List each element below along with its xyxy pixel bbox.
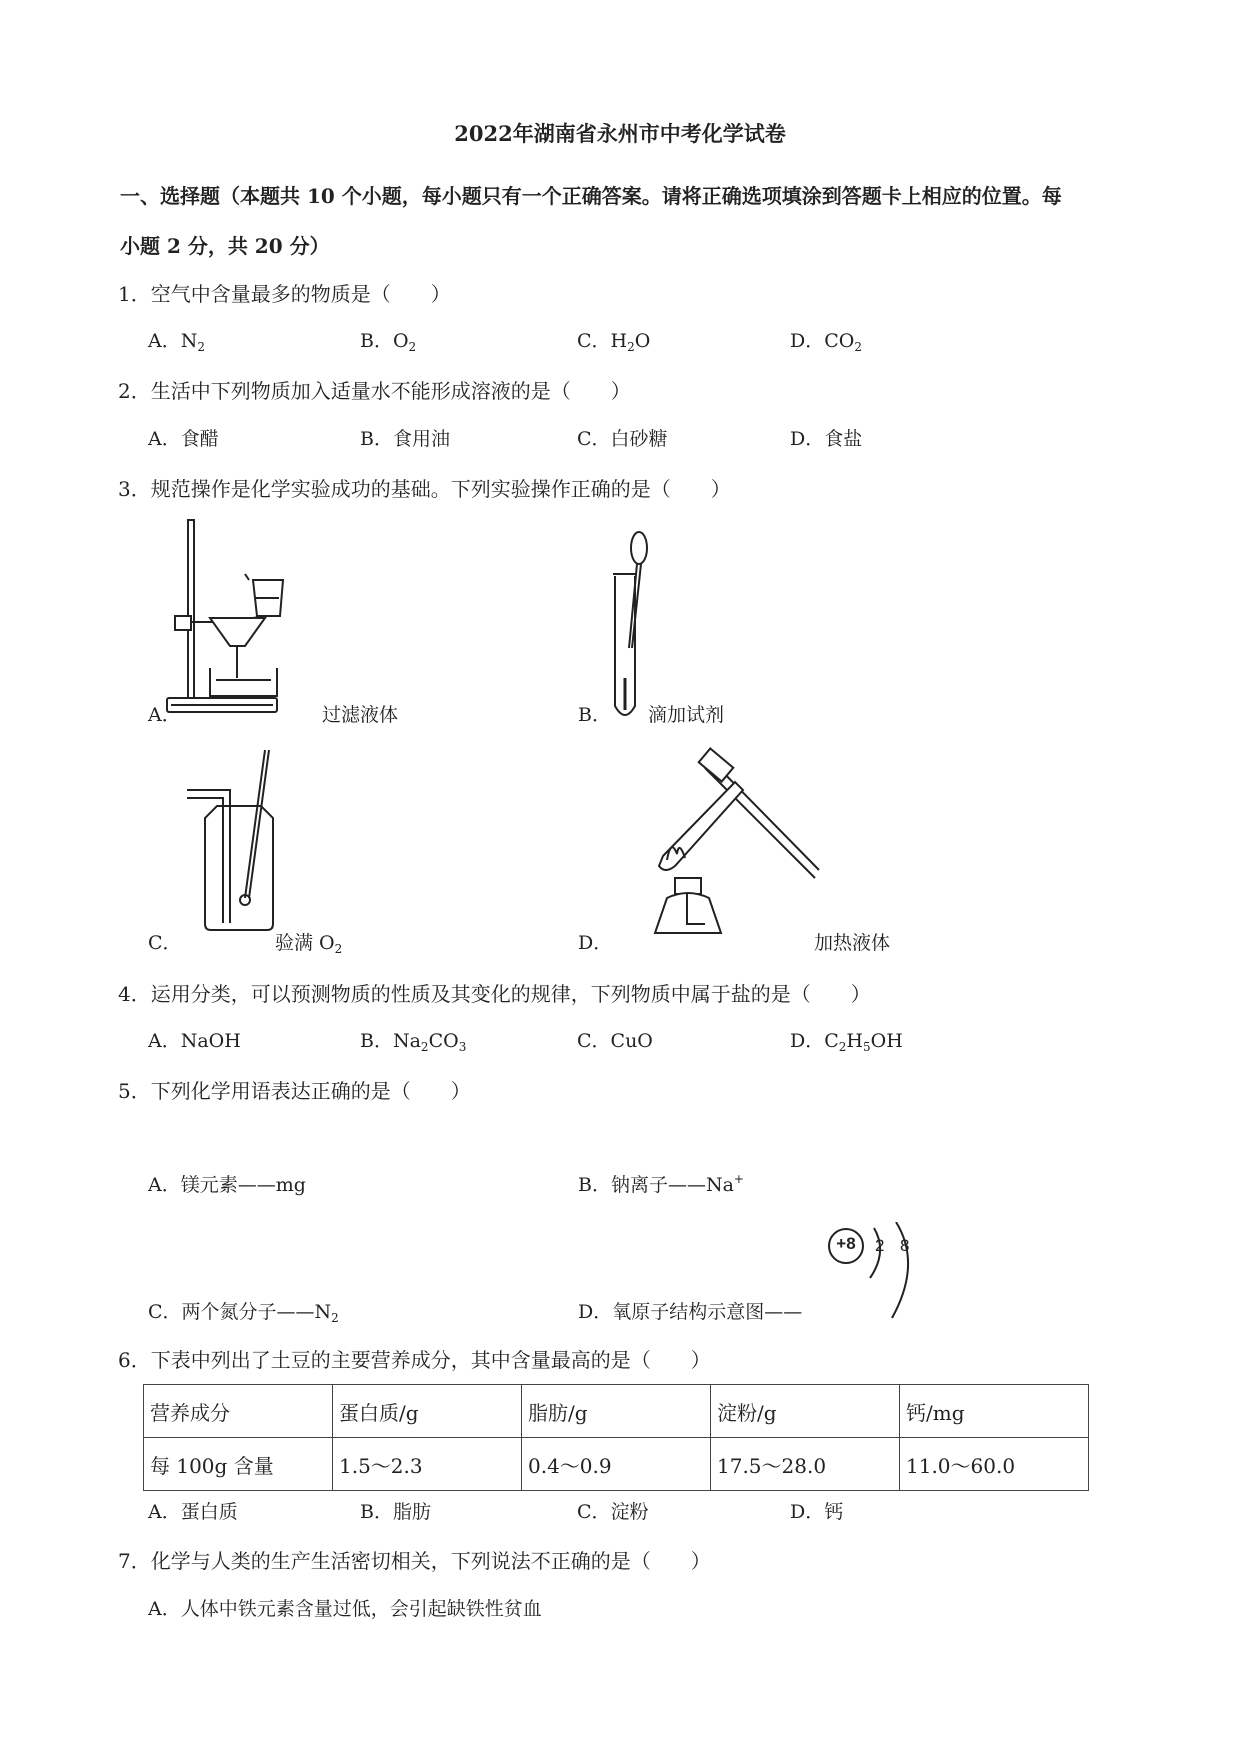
table-row: [144, 1438, 1089, 1491]
nutrition-table: [143, 1384, 1089, 1491]
question-5-option-c: C．两个氮分子$——N_2$: [148, 1301, 339, 1325]
heating-liquid-image: [605, 748, 820, 943]
question-1-stem: 1．空气中含量最多的物质是（ ）: [118, 282, 451, 306]
table-header-row: [144, 1385, 1089, 1438]
question-3-option-c-caption: 验满 $O_2$: [275, 932, 343, 956]
question-3-option-b-caption: 滴加试剂: [648, 704, 725, 726]
oxygen-atom-diagram: [826, 1222, 921, 1322]
page-title: 2022年湖南省永州市中考化学试卷: [454, 121, 786, 146]
question-7-stem: 7．化学与人类的生产生活密切相关，下列说法不正确的是（ ）: [118, 1549, 711, 1573]
filtration-apparatus-image: [165, 518, 310, 718]
question-6-option-b: B．脂肪: [360, 1501, 431, 1523]
question-3-stem: 3．规范操作是化学实验成功的基础。下列实验操作正确的是（ ）: [118, 477, 731, 501]
question-6-option-c: C．淀粉: [577, 1501, 649, 1523]
table-cell: 11.0～60.0: [900, 1438, 1089, 1491]
question-4-stem: 4．运用分类，可以预测物质的性质及其变化的规律，下列物质中属于盐的是（ ）: [118, 982, 871, 1006]
question-5-option-a: A．镁元素——mg: [148, 1174, 306, 1196]
table-header-cell: 钙/mg: [900, 1385, 1089, 1438]
question-5-option-d: D．氧原子结构示意图——: [578, 1301, 803, 1323]
question-2-option-d: D．食盐: [790, 428, 863, 450]
question-2-option-c: C．白砂糖: [577, 428, 668, 450]
question-3-option-a-letter: A．: [148, 704, 181, 726]
table-cell: 每 100g 含量: [144, 1438, 333, 1491]
section-header-line2: 小题 2 分，共 20 分）: [120, 234, 330, 258]
table-cell: 1.5～2.3: [333, 1438, 522, 1491]
question-2-option-a: A．食醋: [148, 428, 219, 450]
question-3-option-d-letter: D．: [578, 932, 613, 954]
question-3-option-d-caption: 加热液体: [814, 932, 891, 954]
question-6-option-d: D．钙: [790, 1501, 844, 1523]
question-2-stem: 2．生活中下列物质加入适量水不能形成溶液的是（ ）: [118, 379, 631, 403]
question-7-option-a: A．人体中铁元素含量过低，会引起缺铁性贫血: [148, 1598, 542, 1620]
question-1-option-b: B．$O_2$: [360, 330, 417, 354]
dropper-test-tube-image: [605, 528, 655, 723]
nucleus-charge: +8: [836, 1234, 856, 1253]
question-4-option-b: B．$Na_2CO_3$: [360, 1030, 467, 1054]
section-header-line1: 一、选择题（本题共 10 个小题，每小题只有一个正确答案。请将正确选项填涂到答题卡上相应的位置。每: [120, 184, 1062, 208]
shell-2-electrons: 8: [900, 1236, 910, 1255]
table-header-cell: 营养成分: [144, 1385, 333, 1438]
table-header-cell: 脂肪/g: [522, 1385, 711, 1438]
question-1-option-d: D．$CO_2$: [790, 330, 862, 354]
table-header-cell: 淀粉/g: [711, 1385, 900, 1438]
question-4-option-a: A．NaOH: [148, 1030, 241, 1052]
question-6-stem: 6．下表中列出了土豆的主要营养成分，其中含量最高的是（ ）: [118, 1348, 711, 1372]
question-5-option-b: B．钠离子——Na+: [578, 1172, 744, 1196]
question-6-option-a: A．蛋白质: [148, 1501, 238, 1523]
question-3-option-b-letter: B．: [578, 704, 611, 726]
question-4-option-d: D．$C_2H_5OH$: [790, 1030, 903, 1054]
question-1-option-a: A．$N_2$: [148, 330, 205, 354]
question-2-option-b: B．食用油: [360, 428, 450, 450]
shell-1-electrons: 2: [875, 1236, 885, 1255]
table-cell: 0.4～0.9: [522, 1438, 711, 1491]
question-3-option-c-letter: C．: [148, 932, 182, 954]
question-5-stem: 5．下列化学用语表达正确的是（ ）: [118, 1079, 471, 1103]
question-4-option-c: C．CuO: [577, 1030, 653, 1052]
table-header-cell: 蛋白质/g: [333, 1385, 522, 1438]
question-1-option-c: C．$H_2O$: [577, 330, 651, 354]
table-cell: 17.5～28.0: [711, 1438, 900, 1491]
gas-collection-bottle-image: [185, 748, 285, 933]
question-3-option-a-caption: 过滤液体: [322, 704, 399, 726]
